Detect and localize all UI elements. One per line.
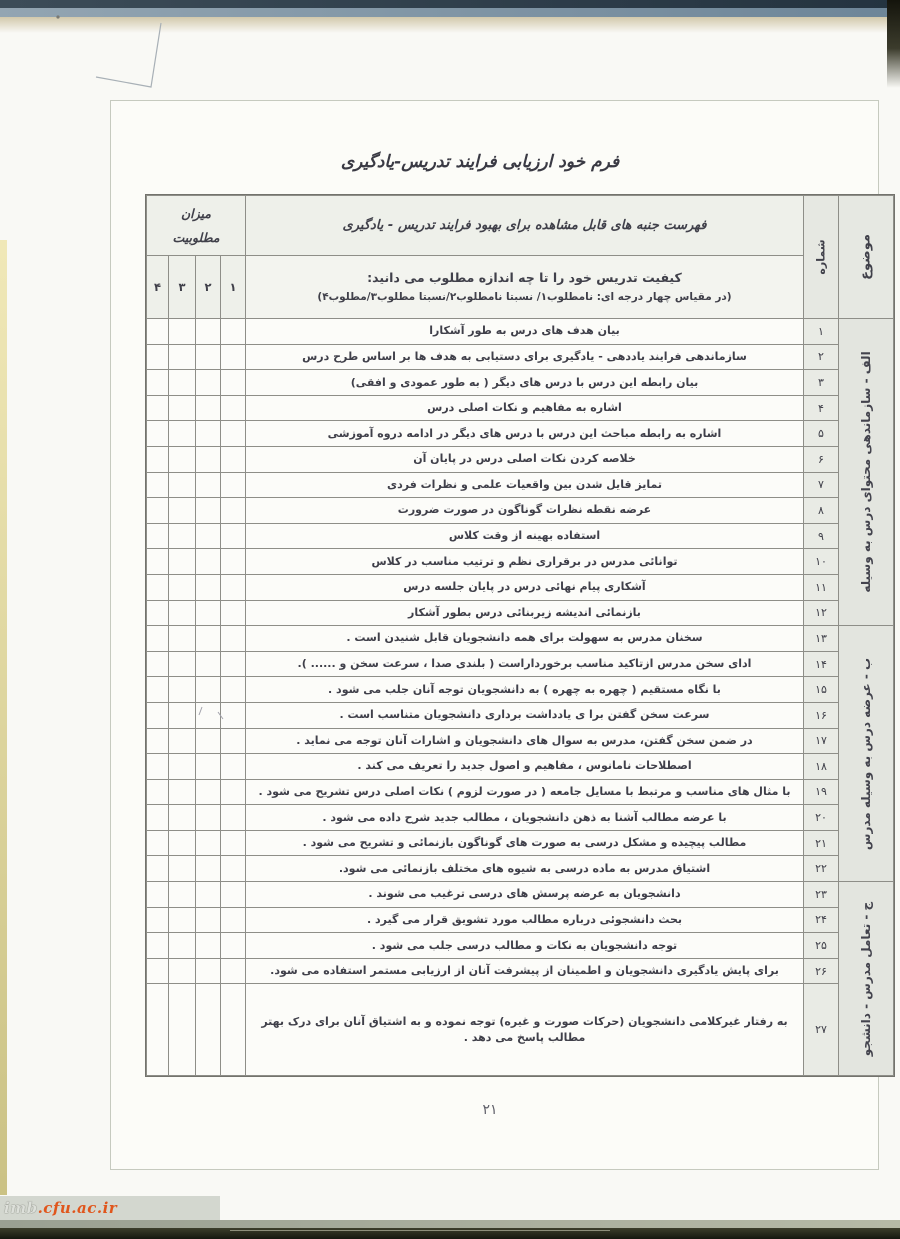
question-header (246, 256, 804, 319)
header-row-question (147, 256, 894, 319)
row-description: بیان رابطه این درس با درس های دیگر ( به طور عمودی و افقی) (246, 370, 804, 396)
row-number: ۲۱ (804, 830, 839, 856)
list-header: فهرست جنبه های قابل مشاهده برای بهبود فرایند تدریس - یادگیری (246, 196, 804, 256)
evaluation-form-table (146, 195, 894, 1076)
rating-cell (221, 805, 246, 831)
row-description: بحث دانشجوئی درباره مطالب مورد تشویق قرار می گیرد . (246, 907, 804, 933)
rating-cell (147, 446, 169, 472)
rating-cell (147, 626, 169, 652)
rating-cell (221, 472, 246, 498)
rating-cell (169, 600, 196, 626)
scale-note-text: (در مقیاس چهار درجه ای: نامطلوب۱/ نسبتا نامطلوب۲/نسبتا مطلوب۳/مطلوب۴) (317, 290, 732, 303)
rating-cell (169, 933, 196, 959)
scan-top-right-shadow (887, 0, 900, 88)
table-row (147, 728, 894, 754)
rating-cell (196, 830, 221, 856)
row-number: ۱۲ (804, 600, 839, 626)
rating-cell (221, 958, 246, 984)
subject-column-label: موضوع (858, 234, 874, 280)
table-row (147, 574, 894, 600)
table-row (147, 805, 894, 831)
rating-cell (147, 754, 169, 780)
row-number: ۲۳ (804, 882, 839, 908)
row-description: استفاده بهینه از وقت کلاس (246, 523, 804, 549)
subject-column-header (839, 196, 894, 319)
rating-cell (169, 779, 196, 805)
rating-cell (147, 421, 169, 447)
watermark-suffix: .cfu.ac.ir (37, 1199, 118, 1217)
row-number: ۷ (804, 472, 839, 498)
rating-cell (196, 779, 221, 805)
rating-cell (221, 370, 246, 396)
rating-cell (196, 626, 221, 652)
row-number: ۱۱ (804, 574, 839, 600)
row-description: دانشجویان به عرضه پرسش های درسی ترغیب می شوند . (246, 882, 804, 908)
scan-bottom-mid-band (0, 1220, 900, 1228)
rating-cell (147, 319, 169, 345)
rating-cell (147, 958, 169, 984)
row-description: اصطلاحات نامانوس ، مفاهیم و اصول جدید را تعریف می کند . (246, 754, 804, 780)
rating-cell (169, 984, 196, 1076)
rating-cell (196, 421, 221, 447)
row-description: اشتیاق مدرس به ماده درسی به شیوه های مختلف بازنمائی می شود. (246, 856, 804, 882)
rating-cell (169, 498, 196, 524)
row-number: ۶ (804, 446, 839, 472)
rating-cell (147, 856, 169, 882)
rating-cell (196, 805, 221, 831)
rating-cell (221, 728, 246, 754)
rating-cell (147, 728, 169, 754)
row-number: ۱۹ (804, 779, 839, 805)
rating-cell (221, 549, 246, 575)
table-row (147, 933, 894, 959)
subject-group-label: ب - عرضه درس به وسیله مدرس (859, 657, 873, 850)
rating-cell (147, 702, 169, 728)
rating-cell (147, 882, 169, 908)
scan-top-tan-fade (0, 17, 900, 33)
rating-cell (221, 395, 246, 421)
rating-cell (221, 907, 246, 933)
rating-value-3: ۳ (169, 256, 196, 319)
row-description: بیان هدف های درس به طور آشکارا (246, 319, 804, 345)
table-row (147, 830, 894, 856)
row-description: ادای سخن مدرس ازتاکید مناسب برخورداراست ( بلندی صدا ، سرعت سخن و ...... ). (246, 651, 804, 677)
scan-left-yellow-edge (0, 240, 7, 1195)
rating-cell (221, 498, 246, 524)
rating-cell (169, 805, 196, 831)
row-number: ۲۷ (804, 984, 839, 1076)
page-title: فرم خود ارزیابی فرایند تدریس-یادگیری (340, 152, 620, 172)
subject-group-label: الف - سازماندهی محتوای درس به وسیله (859, 351, 873, 593)
table-row (147, 984, 894, 1076)
subject-group-cell (839, 626, 894, 882)
rating-cell (147, 805, 169, 831)
rating-cell (196, 600, 221, 626)
rating-cell (196, 882, 221, 908)
rating-cell (169, 702, 196, 728)
row-number: ۲۵ (804, 933, 839, 959)
rating-value-4: ۴ (147, 256, 169, 319)
table-row (147, 472, 894, 498)
table-row (147, 958, 894, 984)
table-row (147, 677, 894, 703)
rating-cell (221, 984, 246, 1076)
rating-cell (196, 574, 221, 600)
table-row (147, 651, 894, 677)
rating-cell (221, 677, 246, 703)
rating-cell (221, 600, 246, 626)
rating-cell (196, 754, 221, 780)
rating-cell (169, 370, 196, 396)
rating-cell (169, 830, 196, 856)
table-row (147, 549, 894, 575)
row-number: ۱۴ (804, 651, 839, 677)
rating-cell (221, 319, 246, 345)
rating-cell (196, 319, 221, 345)
rating-cell (147, 523, 169, 549)
rating-cell (147, 344, 169, 370)
rating-cell (169, 651, 196, 677)
rating-cell (196, 728, 221, 754)
row-number: ۱۵ (804, 677, 839, 703)
rating-cell (147, 830, 169, 856)
rating-cell (196, 933, 221, 959)
rating-cell (196, 702, 221, 728)
table-row (147, 370, 894, 396)
rating-cell (221, 779, 246, 805)
rating-cell (169, 319, 196, 345)
rating-cell (169, 958, 196, 984)
header-row-top (147, 196, 894, 256)
rating-cell (221, 651, 246, 677)
table-row (147, 779, 894, 805)
rating-cell (147, 395, 169, 421)
table-row (147, 754, 894, 780)
row-description: عرضه نقطه نظرات گوناگون در صورت ضرورت (246, 498, 804, 524)
table-row (147, 702, 894, 728)
rating-cell (196, 651, 221, 677)
rating-cell (196, 344, 221, 370)
row-description: سرعت سخن گفتن برا ی یادداشت برداری دانشجویان متناسب است . (246, 702, 804, 728)
table-row (147, 344, 894, 370)
row-description: اشاره به رابطه مباحث این درس با درس های دیگر در ادامه دروه آموزشی (246, 421, 804, 447)
row-description: توجه دانشجویان به نکات و مطالب درسی جلب می شود . (246, 933, 804, 959)
rating-value-2: ۲ (196, 256, 221, 319)
rating-cell (147, 933, 169, 959)
rating-cell (196, 446, 221, 472)
row-description: مطالب پیچیده و مشکل درسی به صورت های گوناگون بازنمائی و تشریح می شود . (246, 830, 804, 856)
row-description: با نگاه مستقیم ( چهره به چهره ) به دانشجویان توجه آنان جلب می شود . (246, 677, 804, 703)
rating-cell (169, 523, 196, 549)
rating-cell (221, 754, 246, 780)
rating-cell (147, 779, 169, 805)
row-description: توانائی مدرس در برقراری نظم و ترتیب مناسب در کلاس (246, 549, 804, 575)
row-number: ۱۸ (804, 754, 839, 780)
table-row (147, 319, 894, 345)
row-number: ۲۲ (804, 856, 839, 882)
rating-cell (147, 549, 169, 575)
rating-cell (221, 933, 246, 959)
row-description: سازماندهی فرایند یاددهی - یادگیری برای دستیابی به هدف ها بر اساس طرح درس (246, 344, 804, 370)
scan-bottom-edge-line (230, 1230, 610, 1231)
row-number: ۱۳ (804, 626, 839, 652)
row-number: ۱ (804, 319, 839, 345)
rating-value-1: ۱ (221, 256, 246, 319)
rating-cell (221, 523, 246, 549)
row-number: ۱۷ (804, 728, 839, 754)
rating-cell (147, 677, 169, 703)
rating-cell (221, 830, 246, 856)
rating-cell (221, 856, 246, 882)
page-number: ۲۱ (482, 1102, 498, 1118)
row-number: ۸ (804, 498, 839, 524)
table-row (147, 498, 894, 524)
rating-cell (221, 421, 246, 447)
subject-group-cell (839, 882, 894, 1076)
row-description: آشکاری پیام نهائی درس در پایان جلسه درس (246, 574, 804, 600)
table-row (147, 856, 894, 882)
table-row (147, 523, 894, 549)
rating-cell (147, 472, 169, 498)
table-row (147, 446, 894, 472)
rating-cell (169, 728, 196, 754)
rating-cell (196, 677, 221, 703)
rating-cell (147, 600, 169, 626)
rating-cell (147, 907, 169, 933)
rating-scale-label: میزان مطلوبیت (172, 205, 220, 245)
row-number: ۲۴ (804, 907, 839, 933)
rating-cell (147, 574, 169, 600)
table-row (147, 395, 894, 421)
rating-cell (196, 395, 221, 421)
row-description: اشاره به مفاهیم و نکات اصلی درس (246, 395, 804, 421)
form-table-body (147, 319, 894, 1076)
rating-cell (221, 702, 246, 728)
rating-cell (169, 472, 196, 498)
row-number: ۱۰ (804, 549, 839, 575)
row-number: ۱۶ (804, 702, 839, 728)
rating-cell (196, 472, 221, 498)
question-text: کیفیت تدریس خود را تا چه اندازه مطلوب می دانید: (367, 270, 682, 286)
row-description: بازنمائی اندیشه زیربنائی درس بطور آشکار (246, 600, 804, 626)
rating-cell (169, 574, 196, 600)
rating-cell (169, 856, 196, 882)
table-row (147, 600, 894, 626)
rating-cell (221, 446, 246, 472)
rating-cell (196, 549, 221, 575)
row-description: در ضمن سخن گفتن، مدرس به سوال های دانشجویان و اشارات آنان توجه می نماید . (246, 728, 804, 754)
rating-cell (147, 984, 169, 1076)
rating-cell (169, 907, 196, 933)
subject-group-label: ج - تعامل مدرس - دانشجو (859, 901, 873, 1056)
rating-cell (196, 523, 221, 549)
rating-cell (147, 498, 169, 524)
rating-cell (196, 984, 221, 1076)
rating-cell (196, 958, 221, 984)
rating-scale-header (147, 196, 246, 256)
rating-cell (169, 549, 196, 575)
rating-cell (169, 421, 196, 447)
scan-top-blue-strip (0, 8, 900, 17)
rating-cell (196, 856, 221, 882)
row-number: ۹ (804, 523, 839, 549)
number-column-header (804, 196, 839, 319)
rating-cell (221, 344, 246, 370)
row-description: سخنان مدرس به سهولت برای همه دانشجویان قابل شنیدن است . (246, 626, 804, 652)
rating-cell (221, 574, 246, 600)
rating-cell (196, 907, 221, 933)
scan-top-dark-strip (0, 0, 900, 8)
row-number: ۴ (804, 395, 839, 421)
row-number: ۵ (804, 421, 839, 447)
rating-cell (221, 626, 246, 652)
rating-cell (169, 882, 196, 908)
rating-cell (147, 370, 169, 396)
row-number: ۲۶ (804, 958, 839, 984)
table-row (147, 626, 894, 652)
row-description: با عرضه مطالب آشنا به ذهن دانشجویان ، مطالب جدید شرح داده می شود . (246, 805, 804, 831)
rating-cell (147, 651, 169, 677)
subject-group-cell (839, 319, 894, 626)
row-description: به رفتار غیرکلامی دانشجویان (حرکات صورت و غیره) توجه نموده و به اشتیاق آنان برای درک بهتر مطالب پاسخ می دهد . (246, 984, 804, 1076)
rating-cell (169, 754, 196, 780)
row-description: برای پایش یادگیری دانشجویان و اطمینان از پیشرفت آنان از ارزیابی مستمر استفاده می شود. (246, 958, 804, 984)
row-number: ۲۰ (804, 805, 839, 831)
table-row (147, 882, 894, 908)
rating-cell (169, 446, 196, 472)
rating-cell (196, 498, 221, 524)
row-number: ۳ (804, 370, 839, 396)
row-description: خلاصه کردن نکات اصلی درس در پایان آن (246, 446, 804, 472)
rating-cell (169, 344, 196, 370)
rating-cell (221, 882, 246, 908)
watermark (4, 1199, 117, 1217)
row-description: تمایز قایل شدن بین واقعیات علمی و نظرات فردی (246, 472, 804, 498)
row-number: ۲ (804, 344, 839, 370)
rating-cell (196, 370, 221, 396)
number-column-label: شماره (814, 239, 828, 275)
watermark-prefix: imb (4, 1199, 38, 1217)
table-row (147, 421, 894, 447)
rating-cell (169, 395, 196, 421)
rating-cell (169, 626, 196, 652)
rating-cell (169, 677, 196, 703)
table-row (147, 907, 894, 933)
row-description: با مثال های مناسب و مرتبط با مسایل جامعه ( در صورت لزوم ) نکات اصلی درس تشریح می شود . (246, 779, 804, 805)
